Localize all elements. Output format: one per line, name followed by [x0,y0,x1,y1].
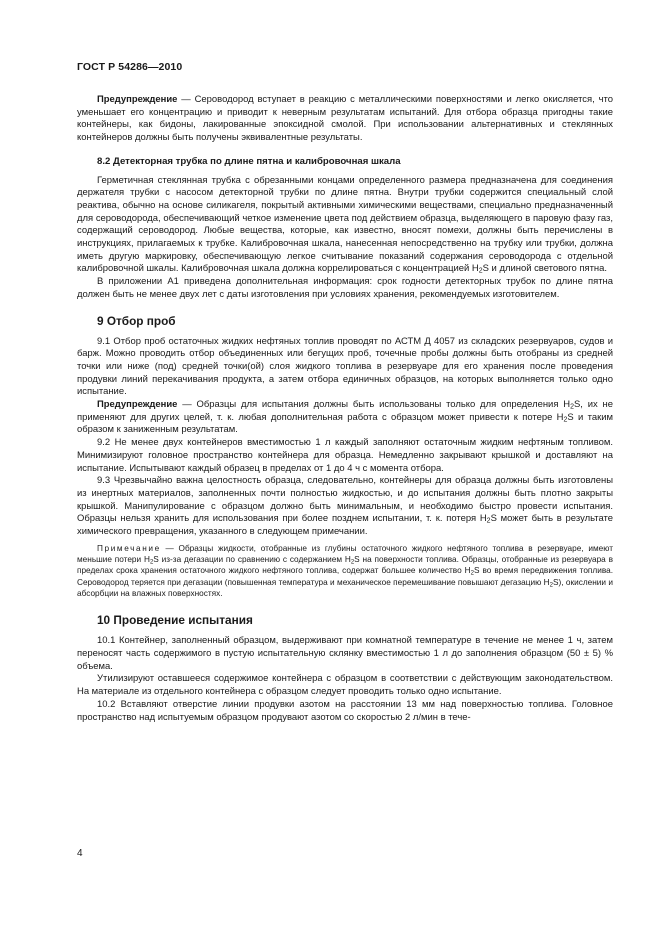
note-paragraph: Примечание — Образцы жидкости, отобранные из глубины остаточного жидкого нефтяного топлива в резервуаре, имеют меньшие потери $H_2S$ из-за дегазации по сравнению с содержанием $H_2S$ на поверхности топлива. Образцы, отобранные из резервуара в пределах срока хранения остаточного жидкого нефтяного топлива, содержат большее количество $H_2S$ во время передвижения топлива. Сероводород теряется при дегазации (повышенная температура и механическое перемешивание повышают дегазацию $H_2S$), окислении и абсорбции на влажных поверхностях. [77,543,613,598]
paragraph-9-3: 9.3 Чрезвычайно важна целостность образца, следовательно, контейнеры для образца должны быть изготовлены из инертных материалов, заполненных почти полностью жидкостью, и до испытания должны быть плотно закрыты крышкой. Манипулирование с образцом должно быть минимальным, и необходимо быстро провести испытания. Образцы нельзя хранить для использования при более позднем испытании, т. к. потеря $H_2S$ может быть в результате химического превращения, указанного в следующем примечании. [77,475,613,538]
paragraph-9-2: 9.2 Не менее двух контейнеров вместимостью 1 л каждый заполняют остаточным жидким нефтяным топливом. Минимизируют головное пространство контейнера для образца. Немедленно закрывают крышкой и доставляют на испытание. Испытывают каждый образец в пределах от 1 до 4 ч с момента отбора. [77,437,613,474]
paragraph-10-1b: Утилизируют оставшееся содержимое контейнера с образцом в соответствии с действующим законодательством. На материале из отдельного контейнера с образцом следует проводить только одно испытание. [77,673,613,698]
note-block [77,543,613,599]
document-header: ГОСТ Р 54286—2010 [77,61,183,73]
warning-paragraph [77,94,613,145]
warning-label: Предупреждение [97,94,178,105]
section-10-heading: 10 Проведение испытания [97,613,253,628]
paragraph-10-2: 10.2 Вставляют отверстие линии продувки азотом на расстоянии 13 мм над поверхностью топлива. Головное пространство над испытуемым образцом продувают азотом со скоростью 2 л/мин в тече- [77,698,613,723]
warning-9-paragraph: Предупреждение — Образцы для испытания должны быть использованы только для определения $H_2S$, их не применяют для других целей, т. к. любая дополнительная работа с образцом может привести к потере $H_2S$ и таким образом к заниженным результатам. [77,399,613,436]
warning-9-label: Предупреждение [97,399,178,411]
section-8-2-paragraph-1: Герметичная стеклянная трубка с обрезанными концами определенного размера предназначена для соединения держателя трубки с насосом детекторной трубки по длине пятна. Внутри трубки содержится специальный слой реактива, обычно на основе силикагеля, покрытый активными химическими веществами, специально предназначенный для сероводорода, обеспечивающий четкое изменение цвета под действием образца, выделяющего в паровую фазу газ, содержащий сероводород. Любые вещества, которые, как известно, вносят помехи, должны быть перечислены в инструкциях, прилагаемых к трубке. Калибровочная шкала, нанесенная непосредственно на трубку или трубки, должна иметь другую маркировку, обеспечивающую легкое считывание показаний содержания сероводорода с отдельной калибровочной шкалы. Калибровочная шкала должна коррелироваться с концентрацией $H_2S$ и длиной светового пятна. [77,174,613,275]
page-number: 4 [77,848,83,859]
paragraph-9-1: 9.1 Отбор проб остаточных жидких нефтяных топлив проводят по АСТМ Д 4057 из складских резервуаров, судов и барж. Можно проводить отбор объединенных или бегущих проб, точечные пробы должны быть отобраны из средней точки или ниже (под) средней точки(ой) слоя жидкого топлива в резервуаре для его хранения после проведения продувки линий перекачивания продукта, а затем отбора единичных образцов, на которых выполняется только одно испытание. [77,335,613,398]
page-content [77,94,613,724]
paragraph-10-1: 10.1 Контейнер, заполненный образцом, выдерживают при комнатной температуре в течение не менее 1 ч, затем переносят часть содержимого в пустую испытательную склянку вместимостью 1 л до заполнения образцом (50 ± 5) % объема. [77,635,613,672]
note-label: Примечание [97,543,161,553]
warning-text: — Сероводород вступает в реакцию с металлическими поверхностями и легко окисляется, что уменьшает его концентрацию и приводит к неверным результатам испытаний. Для отбора образца пригодны такие контейнеры, как бидоны, лакированные эпоксидной смолой. При использовании альтернативных и стеклянных контейнеров должны быть получены эквивалентные результаты. [77,94,613,144]
section-8-2-heading: 8.2 Детекторная трубка по длине пятна и калибровочная шкала [97,155,401,167]
section-9-heading: 9 Отбор проб [97,313,176,328]
section-8-2-paragraph-2: В приложении А1 приведена дополнительная информация: срок годности детекторных трубок по длине пятна должен быть не менее двух лет с даты изготовления при условиях хранения, рекомендуемых изготовителем. [77,276,613,300]
